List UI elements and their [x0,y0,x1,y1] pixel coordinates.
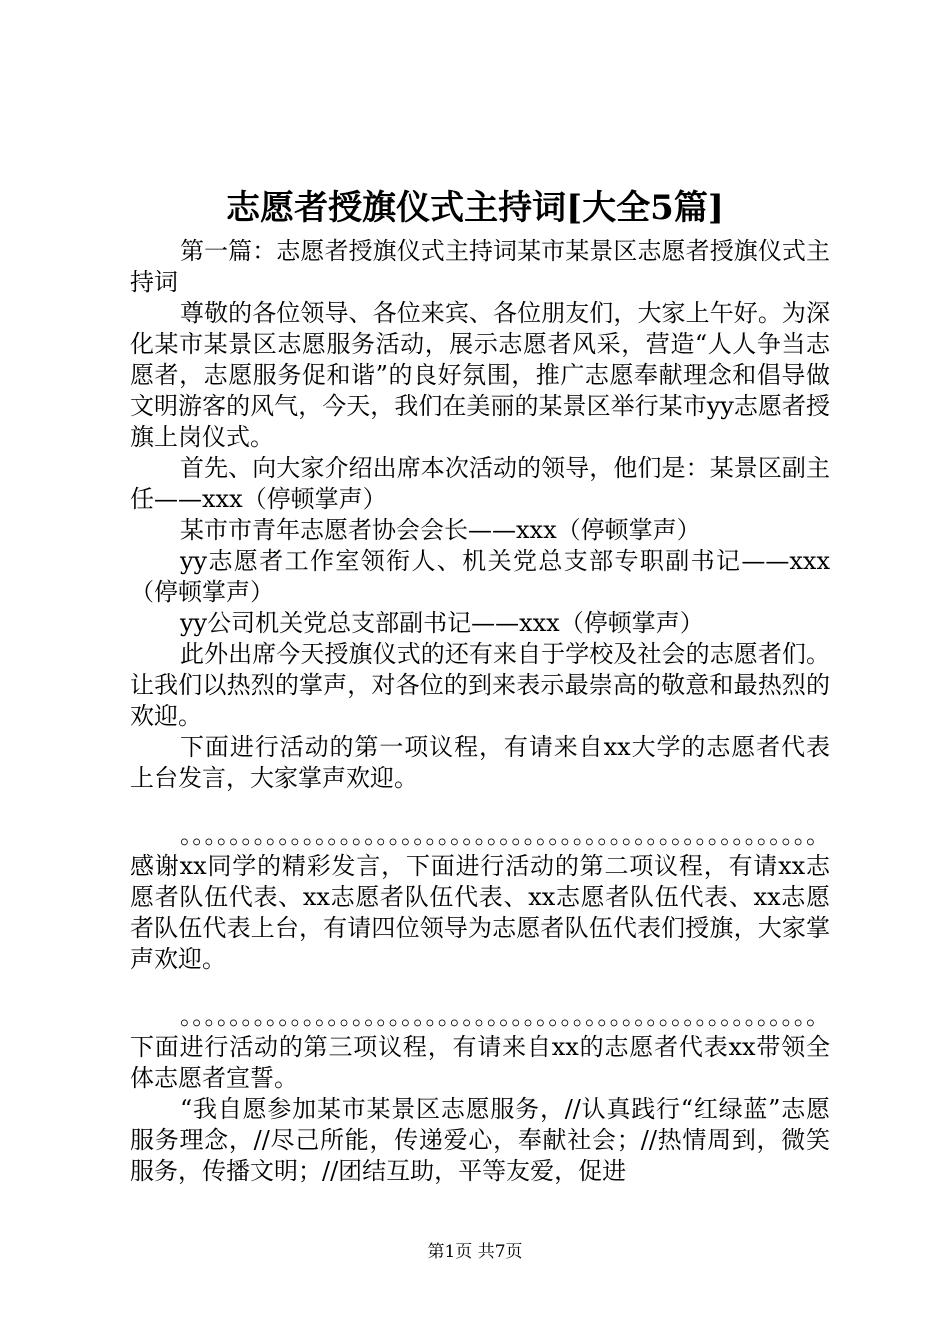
paragraph-guest-2: yy志愿者工作室领衔人、机关党总支部专职副书记——xxx（停顿掌声） [130,547,830,606]
document-body [130,236,830,1187]
page-footer: 第1页 共7页 [427,1242,523,1262]
paragraph-oath: “我自愿参加某市某景区志愿服务，//认真践行“红绿蓝”志愿服务理念，//尽己所能，传递爱心，奉献社会；//热情周到，微笑服务，传播文明；//团结互助，平等友爱，促进 [130,1095,830,1185]
paragraph-greeting: 尊敬的各位领导、各位来宾、各位朋友们，大家上午好。为深化某市某景区志愿服务活动，展示志愿者风采，营造“人人争当志愿者，志愿服务促和谐”的良好氛围，推广志愿奉献理念和倡导做文明游客的风气，今天，我们在美丽的某景区举行某市yy志愿者授旗上岗仪式。 [130,299,830,451]
paragraph-agenda-3: 。。。。。。。。。。。。。。。。。。。。。。。。。。。。。。。。。。。。。。。。。。。。。。。。。。。。下面进行活动的第三项议程，有请来自xx的志愿者代表xx带领全体志愿者宣誓。 [130,1002,830,1092]
paragraph-heading: 第一篇：志愿者授旗仪式主持词某市某景区志愿者授旗仪式主持词 [130,237,830,296]
paragraph-agenda-2: 。。。。。。。。。。。。。。。。。。。。。。。。。。。。。。。。。。。。。。。。。。。。。。。。。。。。感谢xx同学的精彩发言，下面进行活动的第二项议程，有请xx志愿者队伍代表、xx志愿者队伍代表、xx志愿者队伍代表、xx志愿者队伍代表上台，有请四位领导为志愿者队伍代表们授旗，大家掌声欢迎。 [130,821,830,973]
paragraph-other-guests: 此外出席今天授旗仪式的还有来自于学校及社会的志愿者们。让我们以热烈的掌声，对各位的到来表示最崇高的敬意和最热烈的欢迎。 [130,640,830,730]
paragraph-agenda-1: 下面进行活动的第一项议程，有请来自xx大学的志愿者代表上台发言，大家掌声欢迎。 [130,733,830,792]
paragraph-guest-3: yy公司机关党总支部副书记——xxx（停顿掌声） [180,609,704,637]
paragraph-introduction: 首先、向大家介绍出席本次活动的领导，他们是：某景区副主任——xxx（停顿掌声） [130,454,830,513]
paragraph-guest-1: 某市市青年志愿者协会会长——xxx（停顿掌声） [180,516,701,544]
document-title: 志愿者授旗仪式主持词[大全5篇] [226,188,724,228]
